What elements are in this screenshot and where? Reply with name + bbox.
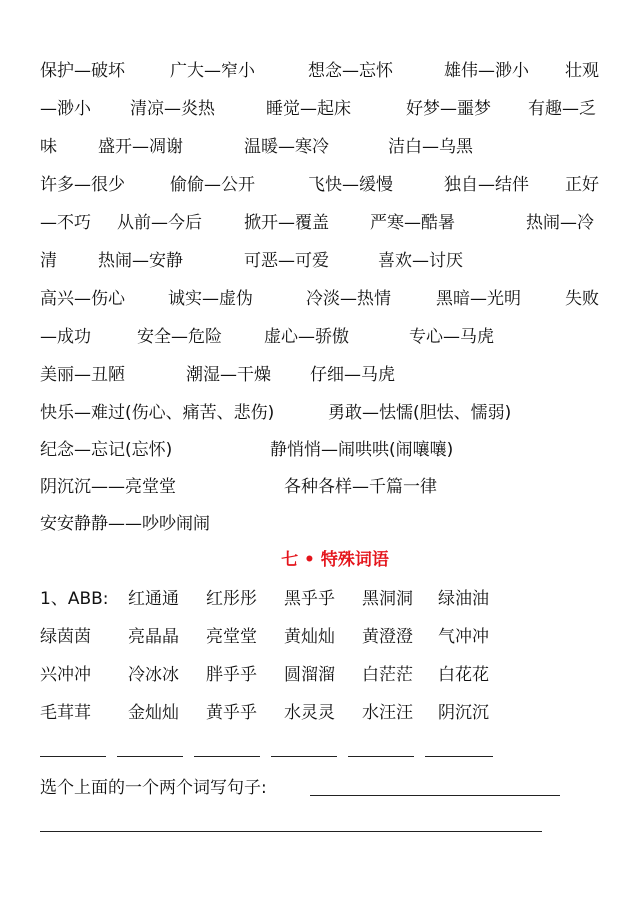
antonym-pair: 从前—今后 <box>117 213 202 233</box>
antonym-pair: 想念—忘怀 <box>308 61 393 81</box>
antonym-pair: 诚实—虚伪 <box>168 289 253 309</box>
abb-word: 白茫茫 <box>362 665 413 685</box>
antonym-pair: 冷淡—热情 <box>306 289 391 309</box>
antonym-pair: —成功 <box>40 327 91 347</box>
abb-word: 水汪汪 <box>362 703 413 723</box>
answer-blank[interactable] <box>271 756 337 757</box>
abb-word: 冷冰冰 <box>128 665 179 685</box>
antonym-pair: 安安静静——吵吵闹闹 <box>40 514 210 534</box>
abb-word: 气冲冲 <box>438 627 489 647</box>
abb-word: 黑洞洞 <box>362 589 413 609</box>
antonym-pair: 各种各样—千篇一律 <box>284 477 437 497</box>
antonym-pair: 勇敢—怯懦(胆怯、懦弱) <box>328 403 512 423</box>
abb-word: 亮晶晶 <box>128 627 179 647</box>
antonym-pair: 失败 <box>565 289 599 309</box>
antonym-pair: 专心—马虎 <box>409 327 494 347</box>
answer-blank[interactable] <box>348 756 414 757</box>
antonym-pair: 黑暗—光明 <box>436 289 521 309</box>
abb-word: 黄澄澄 <box>362 627 413 647</box>
antonym-pair: 清 <box>40 251 57 271</box>
sentence-prompt: 选个上面的一个两个词写句子: <box>40 778 267 798</box>
antonym-pair: 严寒—酷暑 <box>370 213 455 233</box>
antonym-pair: 味 <box>40 137 57 157</box>
abb-word: 绿茵茵 <box>40 627 91 647</box>
answer-blank[interactable] <box>117 756 183 757</box>
antonym-pair: 独自—结伴 <box>444 175 529 195</box>
antonym-pair: 许多—很少 <box>40 175 125 195</box>
antonym-pair: 广大—窄小 <box>170 61 255 81</box>
antonym-pair: 纪念—忘记(忘怀) <box>40 440 173 460</box>
abb-word: 胖乎乎 <box>206 665 257 685</box>
abb-word: 红彤彤 <box>206 589 257 609</box>
section-title: 七 • 特殊词语 <box>281 550 389 570</box>
antonym-pair: 有趣—乏 <box>528 99 596 119</box>
abb-word: 水灵灵 <box>284 703 335 723</box>
antonym-pair: 热闹—安静 <box>98 251 183 271</box>
abb-word: 金灿灿 <box>128 703 179 723</box>
antonym-pair: 安全—危险 <box>137 327 222 347</box>
antonym-pair: 可恶—可爱 <box>244 251 329 271</box>
abb-word: 绿油油 <box>438 589 489 609</box>
answer-blank[interactable] <box>194 756 260 757</box>
antonym-pair: —不巧 <box>40 213 91 233</box>
answer-blank[interactable] <box>40 756 106 757</box>
antonym-pair: 正好 <box>565 175 599 195</box>
antonym-pair: 好梦—噩梦 <box>406 99 491 119</box>
antonym-pair: 静悄悄—闹哄哄(闹嚷嚷) <box>270 440 454 460</box>
antonym-pair: 虚心—骄傲 <box>264 327 349 347</box>
abb-word: 白花花 <box>438 665 489 685</box>
abb-label: 1、ABB: <box>40 589 109 609</box>
antonym-pair: —渺小 <box>40 99 91 119</box>
sentence-answer-blank-2[interactable] <box>40 831 542 832</box>
abb-word: 毛茸茸 <box>40 703 91 723</box>
abb-word: 阴沉沉 <box>438 703 489 723</box>
abb-word: 黑乎乎 <box>284 589 335 609</box>
antonym-pair: 潮湿—干燥 <box>186 365 271 385</box>
antonym-pair: 清凉—炎热 <box>130 99 215 119</box>
sentence-answer-blank[interactable] <box>310 795 560 796</box>
antonym-pair: 雄伟—渺小 <box>444 61 529 81</box>
abb-word: 黄乎乎 <box>206 703 257 723</box>
antonym-pair: 喜欢—讨厌 <box>378 251 463 271</box>
antonym-pair: 快乐—难过(伤心、痛苦、悲伤) <box>40 403 275 423</box>
antonym-pair: 壮观 <box>565 61 599 81</box>
abb-word: 红通通 <box>128 589 179 609</box>
antonym-pair: 高兴—伤心 <box>40 289 125 309</box>
antonym-pair: 洁白—乌黑 <box>388 137 473 157</box>
antonym-pair: 阴沉沉——亮堂堂 <box>40 477 176 497</box>
antonym-pair: 偷偷—公开 <box>170 175 255 195</box>
abb-word: 黄灿灿 <box>284 627 335 647</box>
answer-blank[interactable] <box>425 756 493 757</box>
antonym-pair: 温暖—寒冷 <box>244 137 329 157</box>
antonym-pair: 盛开—凋谢 <box>98 137 183 157</box>
abb-word: 圆溜溜 <box>284 665 335 685</box>
antonym-pair: 保护—破坏 <box>40 61 125 81</box>
antonym-pair: 美丽—丑陋 <box>40 365 125 385</box>
abb-word: 兴冲冲 <box>40 665 91 685</box>
abb-word: 亮堂堂 <box>206 627 257 647</box>
antonym-pair: 仔细—马虎 <box>310 365 395 385</box>
antonym-pair: 热闹—冷 <box>526 213 594 233</box>
antonym-pair: 飞快—缓慢 <box>308 175 393 195</box>
antonym-pair: 掀开—覆盖 <box>244 213 329 233</box>
antonym-pair: 睡觉—起床 <box>266 99 351 119</box>
